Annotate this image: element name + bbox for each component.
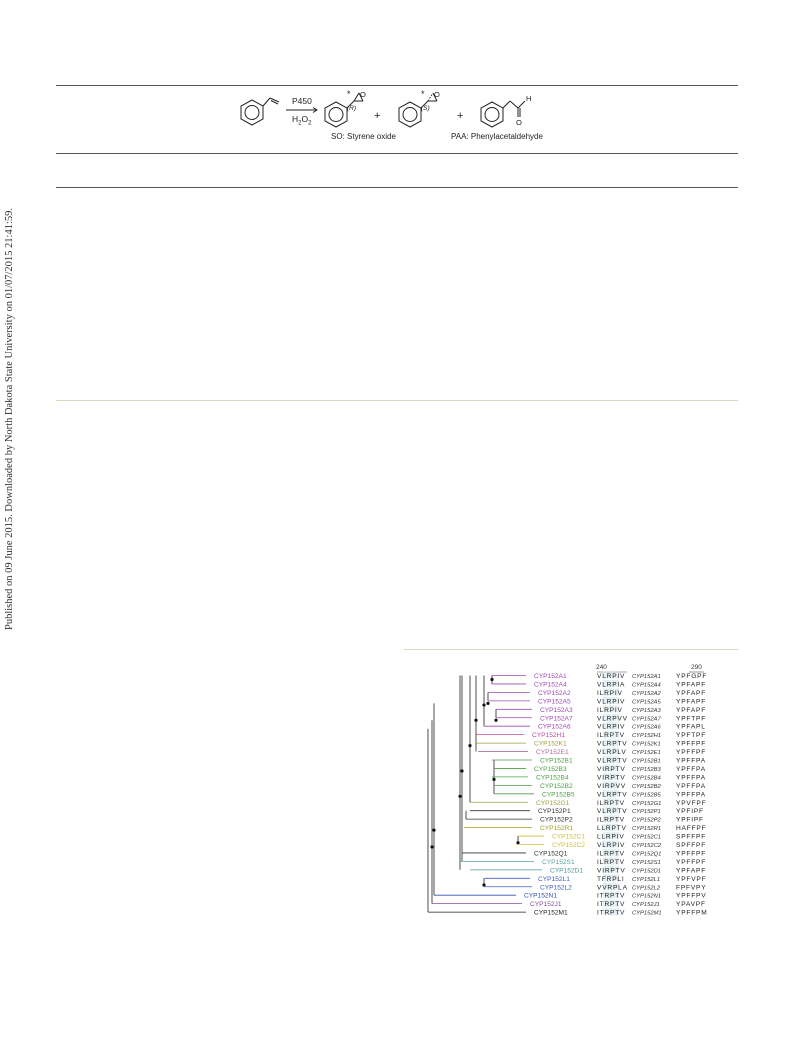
motif-sequence-240: VIRPTV — [597, 867, 626, 875]
tree-row — [464, 824, 706, 832]
motif-sequence-240: VLRPIV — [597, 698, 626, 706]
tree-row — [518, 841, 706, 849]
tree-leaf-label: CYP152P2 — [540, 816, 573, 824]
motif-sequence-290: YPFFPA — [676, 774, 706, 782]
motif-sequence-290: YPFFPF — [676, 740, 707, 748]
motif-row-label: CYP152B4 — [632, 775, 661, 782]
motif-sequence-240: VLRPIV — [597, 673, 626, 680]
tree-leaf-label: CYP152E1 — [536, 749, 569, 757]
motif-sequence-290: YPFFPF — [676, 858, 707, 866]
publication-side-note: Published on 09 June 2015. Downloaded by North Dakota State University on 01/07/2015 21:41:59. — [4, 207, 15, 630]
s-config-label: (S) — [421, 105, 430, 112]
motif-row-label: CYP152B3 — [632, 766, 661, 773]
alignment-position-240: 240 — [596, 664, 607, 671]
motif-sequence-290: YPFFPF — [676, 850, 707, 858]
motif-sequence-290: SPFFPF — [676, 833, 707, 841]
r-oxygen-label: O — [360, 90, 366, 99]
motif-sequence-290: YPFTPF — [676, 715, 707, 723]
tree-leaf-label: CYP152B2 — [540, 782, 573, 790]
tree-leaf-label: CYP152A5 — [538, 698, 571, 706]
motif-row-label: CYP152L2 — [632, 885, 661, 892]
motif-sequence-240: ITRPTV — [597, 909, 626, 917]
motif-sequence-240: ILRPTV — [597, 850, 625, 858]
motif-sequence-290: YPVFPF — [676, 799, 707, 807]
motif-sequence-290: SPFFPF — [676, 842, 707, 849]
motif-sequence-240: LLRPTV — [597, 825, 627, 833]
tree-row — [488, 697, 706, 705]
motif-row-label: CYP152P2 — [632, 817, 661, 824]
motif-row-label: CYP152D1 — [632, 868, 662, 875]
motif-sequence-290: YPFAPL — [676, 723, 706, 731]
tree-row — [484, 874, 706, 882]
tree-node — [516, 841, 519, 844]
motif-sequence-290: YPFAPF — [676, 681, 707, 689]
motif-sequence-240: VIRPTV — [597, 765, 626, 773]
tree-leaf-label: CYP152A4 — [534, 681, 567, 689]
tree-leaf-label: CYP152C2 — [552, 842, 585, 849]
plus-sign-2: + — [457, 110, 464, 122]
tree-node — [468, 744, 471, 747]
motif-sequence-290: YPFFPA — [676, 757, 706, 765]
r-stereo-star: * — [347, 89, 351, 99]
motif-row-label: CYP152H1 — [632, 733, 662, 740]
motif-row-label: CYP152P1 — [632, 809, 661, 816]
tree-row — [432, 900, 706, 908]
motif-row-label: CYP152C1 — [632, 834, 662, 841]
motif-sequence-240: ITRPTV — [597, 892, 626, 900]
tree-node — [492, 778, 495, 781]
tree-row — [518, 832, 706, 840]
s-oxygen-label: O — [434, 90, 440, 99]
motif-sequence-240: VLRPIV — [597, 723, 626, 731]
motif-sequence-290: YPFAPF — [676, 689, 707, 697]
motif-sequence-240: ILRPTV — [597, 732, 625, 740]
motif-sequence-240: VIRPTV — [597, 774, 626, 782]
motif-row-label: CYP152A6 — [632, 724, 661, 731]
motif-sequence-240: TFRPLI — [597, 875, 625, 883]
tree-node — [474, 719, 477, 722]
motif-sequence-240: VLRPTV — [597, 791, 628, 799]
tree-leaf-label: CYP152G1 — [536, 799, 570, 807]
motif-row-label: CYP152G1 — [632, 800, 662, 807]
aldehyde-oxygen-label: O — [516, 118, 522, 127]
styrene-structure — [241, 98, 279, 125]
motif-sequence-290: HAFFPF — [676, 825, 707, 833]
tree-leaf-label: CYP152P1 — [538, 808, 571, 816]
tree-row — [488, 689, 706, 697]
tree-leaf-label: CYP152C1 — [552, 833, 585, 841]
tree-row — [428, 908, 708, 916]
s-stereo-star: * — [421, 89, 425, 99]
paa-caption: PAA: Phenylacetaldehyde — [451, 132, 543, 141]
tree-row — [462, 849, 706, 857]
tree-node — [460, 769, 463, 772]
tree-row — [494, 790, 706, 798]
r-config-label: (R) — [347, 105, 357, 112]
tree-node — [430, 845, 433, 848]
tree-leaf-label: CYP152A7 — [540, 715, 573, 723]
motif-sequence-290: YPFIPF — [676, 816, 704, 824]
tree-node — [482, 703, 485, 706]
tree-leaf-label: CYP152N1 — [524, 892, 557, 900]
table-top-rule — [56, 85, 738, 86]
tree-leaf-label: CYP152A2 — [538, 689, 571, 697]
motif-row-label: CYP152A7 — [632, 716, 661, 723]
phylogenetic-tree-figure — [404, 656, 738, 938]
tree-leaf-label: CYP152H1 — [532, 732, 565, 740]
tree-leaf-label: CYP152K1 — [534, 740, 567, 748]
motif-sequence-290: YPFIPF — [676, 808, 704, 816]
motif-sequence-240: ILRPIV — [597, 706, 623, 714]
motif-sequence-290: YPFGPF — [676, 673, 708, 680]
tree-row — [492, 773, 706, 781]
motif-row-label: CYP152N1 — [632, 893, 662, 900]
tree-leaf-label: CYP152Q1 — [534, 850, 568, 858]
motif-sequence-240: VLRPTV — [597, 740, 628, 748]
tree-leaf-label: CYP152A1 — [534, 673, 567, 680]
r-styrene-oxide-structure — [325, 93, 363, 127]
tree-leaf-label: CYP152B5 — [542, 791, 575, 799]
motif-sequence-290: YPFFPA — [676, 765, 706, 773]
enzyme-label: P450 — [292, 96, 312, 106]
tree-leaf-label: CYP152B1 — [540, 757, 573, 765]
tree-row — [492, 672, 707, 680]
motif-sequence-240: VLRPTV — [597, 808, 628, 816]
tree-row — [460, 858, 706, 866]
s-styrene-oxide-structure — [399, 93, 437, 127]
motif-sequence-290: YPFFPM — [676, 909, 708, 917]
motif-sequence-240: VLRPTV — [597, 757, 628, 765]
motif-row-label: CYP152K1 — [632, 741, 661, 748]
motif-row-label: CYP152B1 — [632, 758, 661, 765]
tree-row — [492, 756, 706, 764]
tree-row — [494, 781, 706, 789]
motif-sequence-290: YPFFPV — [676, 892, 707, 900]
tree-leaf-label: CYP152S1 — [542, 858, 575, 866]
plus-sign-1: + — [374, 110, 381, 122]
tree-leaf-label: CYP152M1 — [534, 909, 568, 917]
motif-row-label: CYP152A3 — [632, 707, 661, 714]
tree-node — [494, 719, 497, 722]
motif-sequence-290: YPFAPF — [676, 867, 707, 875]
tree-row — [496, 714, 706, 722]
motif-sequence-290: YPFFPA — [676, 782, 706, 790]
tree-leaf-label: CYP152L2 — [540, 884, 572, 892]
motif-sequence-240: ILRPTV — [597, 816, 625, 824]
motif-sequence-290: FPFVPY — [676, 884, 707, 892]
motif-row-label: CYP152Q1 — [632, 851, 662, 858]
motif-sequence-290: YPFTPF — [676, 732, 707, 740]
motif-sequence-290: YPFFPF — [676, 749, 707, 757]
motif-sequence-240: VLRPLV — [597, 749, 627, 757]
motif-sequence-240: VLRPIA — [597, 681, 626, 689]
motif-row-label: CYP152S1 — [632, 859, 661, 866]
alignment-position-290: 290 — [691, 664, 702, 671]
motif-sequence-240: ILRPTV — [597, 799, 625, 807]
tree-row — [492, 680, 706, 688]
tree-row — [494, 765, 706, 773]
tree-leaf-label: CYP152L1 — [538, 875, 570, 883]
tree-leaf-label: CYP152A6 — [538, 723, 571, 731]
tree-row — [466, 815, 704, 823]
motif-row-label: CYP152A4 — [632, 682, 661, 689]
tree-leaf-label: CYP152J1 — [530, 901, 562, 909]
motif-sequence-290: YPAVPF — [676, 901, 706, 909]
tree-row — [470, 807, 704, 815]
motif-row-label: CYP152J1 — [632, 902, 660, 909]
motif-row-label: CYP152B2 — [632, 783, 661, 790]
motif-sequence-240: LLRPIV — [597, 833, 625, 841]
tree-node — [458, 795, 461, 798]
motif-sequence-290: YPFVPF — [676, 875, 707, 883]
tree-leaf-label: CYP152A3 — [540, 706, 573, 714]
tree-row — [476, 739, 706, 747]
tree-row — [484, 722, 706, 730]
tree-leaf-label: CYP152D1 — [550, 867, 583, 875]
motif-sequence-290: YPFFPA — [676, 791, 706, 799]
motif-row-label: CYP152R1 — [632, 826, 662, 833]
so-caption: SO: Styrene oxide — [331, 132, 396, 141]
tree-node — [432, 829, 435, 832]
motif-sequence-240: ITRPTV — [597, 901, 626, 909]
motif-sequence-240: ILRPIV — [597, 689, 623, 697]
motif-sequence-290: YPFAPF — [676, 706, 707, 714]
table-header-rule — [56, 153, 738, 154]
motif-sequence-240: VLRPVV — [597, 715, 628, 723]
tree-row — [470, 866, 706, 874]
tree-row — [478, 748, 706, 756]
tree-leaf-label: CYP152B3 — [534, 765, 567, 773]
motif-row-label: CYP152M1 — [632, 910, 662, 917]
motif-row-label: CYP152A2 — [632, 690, 661, 697]
motif-row-label: CYP152A1 — [632, 674, 661, 680]
tree-leaf-label: CYP152R1 — [540, 825, 573, 833]
tree-row — [476, 731, 706, 739]
motif-sequence-240: ILRPTV — [597, 858, 625, 866]
tree-row — [496, 705, 706, 713]
table-bottom-rule — [56, 400, 738, 401]
motif-row-label: CYP152A5 — [632, 699, 661, 706]
aldehyde-hydrogen-label: H — [526, 94, 532, 103]
motif-sequence-240: VIRPVV — [597, 782, 626, 790]
motif-row-label: CYP152E1 — [632, 750, 661, 757]
tree-row — [434, 891, 706, 899]
tree-node — [486, 702, 489, 705]
tree-row — [470, 798, 706, 806]
tree-row — [484, 883, 706, 891]
tree-leaf-label: CYP152B4 — [536, 774, 569, 782]
motif-sequence-240: VLRPIV — [597, 842, 626, 849]
motif-row-label: CYP152L1 — [632, 876, 661, 883]
reaction-scheme — [230, 88, 570, 148]
motif-sequence-240: VVRPLA — [597, 884, 628, 892]
figure-top-rule — [404, 649, 738, 650]
motif-row-label: CYP152C2 — [632, 843, 662, 849]
motif-sequence-290: YPFAPF — [676, 698, 707, 706]
motif-row-label: CYP152B5 — [632, 792, 661, 799]
tree-node — [482, 883, 485, 886]
table-body-rule — [56, 187, 738, 188]
tree-node — [490, 678, 493, 681]
oxidant-label: $H_2O_2$ — [292, 114, 312, 127]
